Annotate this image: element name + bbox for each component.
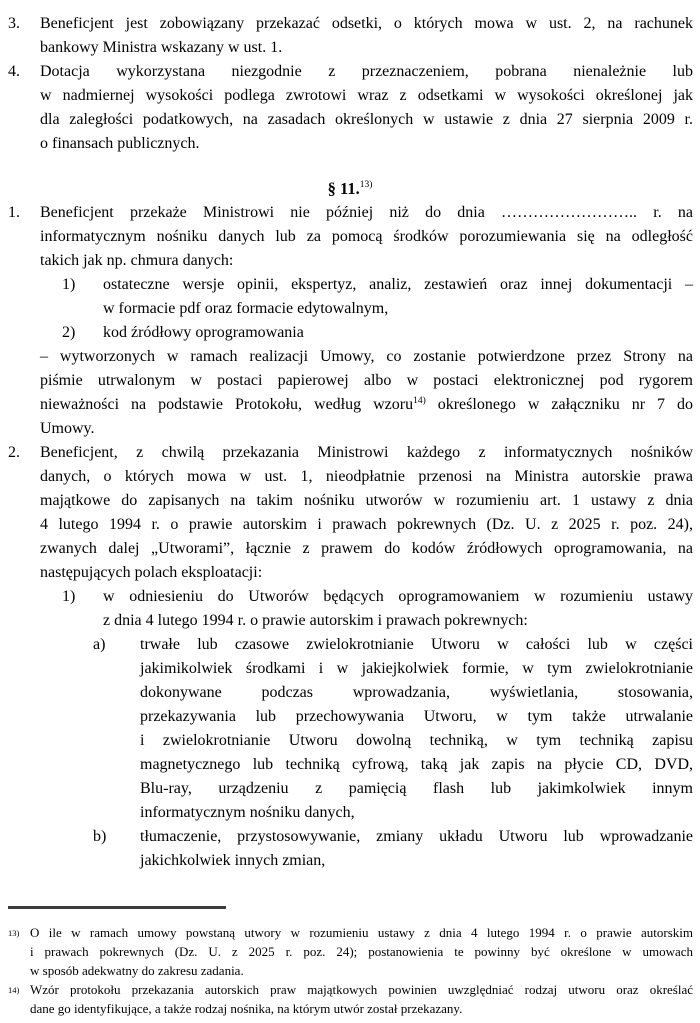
text-line [0, 345, 700, 369]
text-segment: Beneficjent jest zobowiązany przekazać odsetki, o których mowa w ust. 2, na rachunek [40, 15, 693, 32]
footnotes-block [0, 923, 700, 1018]
text-line [0, 753, 700, 777]
list-marker: a) [93, 636, 106, 653]
text-segment: trwałe lub czasowe zwielokrotnianie Utworu w całości lub w części [140, 636, 693, 653]
footnote-ref: 14) [413, 396, 426, 406]
text-segment: Dotacja wykorzystana niezgodnie z przeznaczeniem, pobrana nienależnie lub [40, 63, 693, 80]
footnote-ref: 13) [359, 180, 373, 190]
text-segment: Beneficjent, z chwilą przekazania Ministrowi każdego z informatycznych nośników [40, 444, 693, 461]
text-segment: dokonywane podczas wprowadzania, wyświetlania, stosowania, [140, 684, 693, 701]
list-marker: 2. [8, 444, 20, 461]
text-line [0, 980, 700, 999]
section-heading-text: § 11. [327, 179, 360, 198]
text-segment: O ile w ramach umowy powstaną utwory w rozumieniu ustawy z dnia 4 lutego 1994 r. o prawie autorskim [30, 924, 693, 940]
text-segment: następujących polach eksploatacji: [40, 564, 263, 581]
text-segment: o finansach publicznych. [40, 135, 200, 152]
text-line [0, 609, 700, 633]
text-segment: kod źródłowy oprogramowania [103, 324, 304, 341]
text-line [0, 441, 700, 465]
section-heading [0, 177, 700, 201]
text-line [0, 465, 700, 489]
text-line [0, 12, 700, 36]
text-segment: takich jak np. chmura danych: [40, 252, 234, 269]
text-segment: majątkowe do zapisanych na takim nośniku utworów w rozumieniu art. 1 ustawy z dnia [40, 492, 693, 509]
list-marker: 2) [62, 324, 76, 341]
list-marker: 3. [8, 15, 20, 32]
text-segment: Blu-ray, urządzeniu z pamięcią flash lub jakimkolwiek innym [140, 780, 693, 797]
text-line [0, 132, 700, 156]
paragraph-11-block [0, 201, 700, 873]
list-marker: 1. [8, 204, 20, 221]
footnote-marker: 14) [8, 984, 20, 995]
text-segment: w formacie pdf oraz formacie edytowalnym, [103, 300, 389, 317]
footnote-marker: 13) [8, 927, 20, 938]
text-segment: ostateczne wersje opinii, ekspertyz, analiz, zestawień oraz innej dokumentacji – [103, 276, 693, 293]
text-segment: nieważności na podstawie Protokołu, według wzoru [40, 396, 414, 413]
text-segment: – wytworzonych w ramach realizacji Umowy, co zostanie potwierdzone przez Strony na [40, 348, 693, 365]
text-line [0, 489, 700, 513]
text-line [0, 513, 700, 537]
text-segment: danych, o których mowa w ust. 1, nieodpłatnie przenosi na Ministra autorskie prawa [40, 468, 693, 485]
text-segment: z dnia 4 lutego 1994 r. o prawie autorskim i prawach pokrewnych: [103, 612, 528, 629]
text-line [0, 942, 700, 961]
text-segment: Umowy. [40, 420, 95, 437]
clauses-3-4-block [0, 12, 700, 156]
text-line [0, 537, 700, 561]
text-segment: magnetycznego lub techniką cyfrową, taką jak zapis na płycie CD, DVD, [140, 756, 693, 773]
text-segment: zwanych dalej „Utworami”, łącznie z prawem do kodów źródłowych oprogramowania, na [40, 540, 693, 557]
list-marker: 1) [62, 276, 76, 293]
text-segment: tłumaczenie, przystosowywanie, zmiany układu Utworu lub wprowadzanie [140, 828, 693, 845]
text-line [0, 849, 700, 873]
text-line [0, 273, 700, 297]
footnote-separator [8, 906, 226, 909]
text-segment: i zwielokrotnianie Utworu dowolną techniką, w tym techniką zapisu [140, 732, 693, 749]
text-segment: Wzór protokołu przekazania autorskich praw majątkowych powinien uwzględniać rodzaj utworu oraz określać [30, 981, 693, 997]
text-line [0, 249, 700, 273]
text-segment: piśmie utrwalonym w postaci papierowej albo w postaci elektronicznej pod rygorem [40, 372, 693, 389]
text-line [0, 657, 700, 681]
text-line [0, 417, 700, 441]
text-line [0, 923, 700, 942]
text-line [0, 633, 700, 657]
text-line [0, 321, 700, 345]
text-segment: dane go identyfikujące, a także rodzaj nośnika, na którym utwór został przekazany. [30, 1000, 463, 1016]
list-marker: 1) [62, 588, 76, 605]
text-segment: dla zaległości podatkowych, na zasadach określonych w ustawie z dnia 27 sierpnia 2009 r. [40, 111, 693, 128]
text-segment: jakimikolwiek środkami i w jakiejkolwiek formie, w tym zwielokrotnianie [140, 660, 693, 677]
text-line [0, 225, 700, 249]
text-line [0, 825, 700, 849]
text-line [0, 729, 700, 753]
text-line [0, 961, 700, 980]
text-segment: w sposób adekwatny do zakresu zadania. [30, 962, 244, 978]
text-segment: i prawach pokrewnych (Dz. U. z 2025 r. poz. 24); postanowienia te powinny być określone w umowach [30, 943, 693, 959]
text-line [0, 777, 700, 801]
list-marker: 4. [8, 63, 20, 80]
text-segment: w nadmiernej wysokości podlega zwrotowi wraz z odsetkami w wysokości określonej jak [40, 87, 693, 104]
text-line [0, 705, 700, 729]
text-line [0, 561, 700, 585]
text-line [0, 297, 700, 321]
text-line [0, 801, 700, 825]
text-line [0, 393, 700, 417]
text-segment: informatycznym nośniku danych, [140, 804, 355, 821]
text-line [0, 585, 700, 609]
text-segment: przekazywania lub przechowywania Utworu, w tym także utrwalanie [140, 708, 693, 725]
text-line [0, 108, 700, 132]
text-line [0, 681, 700, 705]
text-line [0, 999, 700, 1018]
text-segment: jakichkolwiek innych zmian, [140, 852, 326, 869]
text-line [0, 60, 700, 84]
text-line [0, 36, 700, 60]
text-segment: informatycznym nośniku danych lub za pomocą środków porozumiewania się na odległość [40, 228, 693, 245]
text-segment: Beneficjent przekaże Ministrowi nie później niż do dnia …………………….. r. na [40, 204, 693, 221]
text-segment: bankowy Ministra wskazany w ust. 1. [40, 39, 283, 56]
list-marker: b) [93, 828, 107, 845]
text-segment: określonego w załączniku nr 7 do [425, 396, 694, 413]
text-line [0, 369, 700, 393]
text-line [0, 201, 700, 225]
text-segment: w odniesieniu do Utworów będących oprogramowaniem w rozumieniu ustawy [103, 588, 693, 605]
text-segment: 4 lutego 1994 r. o prawie autorskim i prawach pokrewnych (Dz. U. z 2025 r. poz. 24), [40, 516, 693, 533]
text-line [0, 84, 700, 108]
